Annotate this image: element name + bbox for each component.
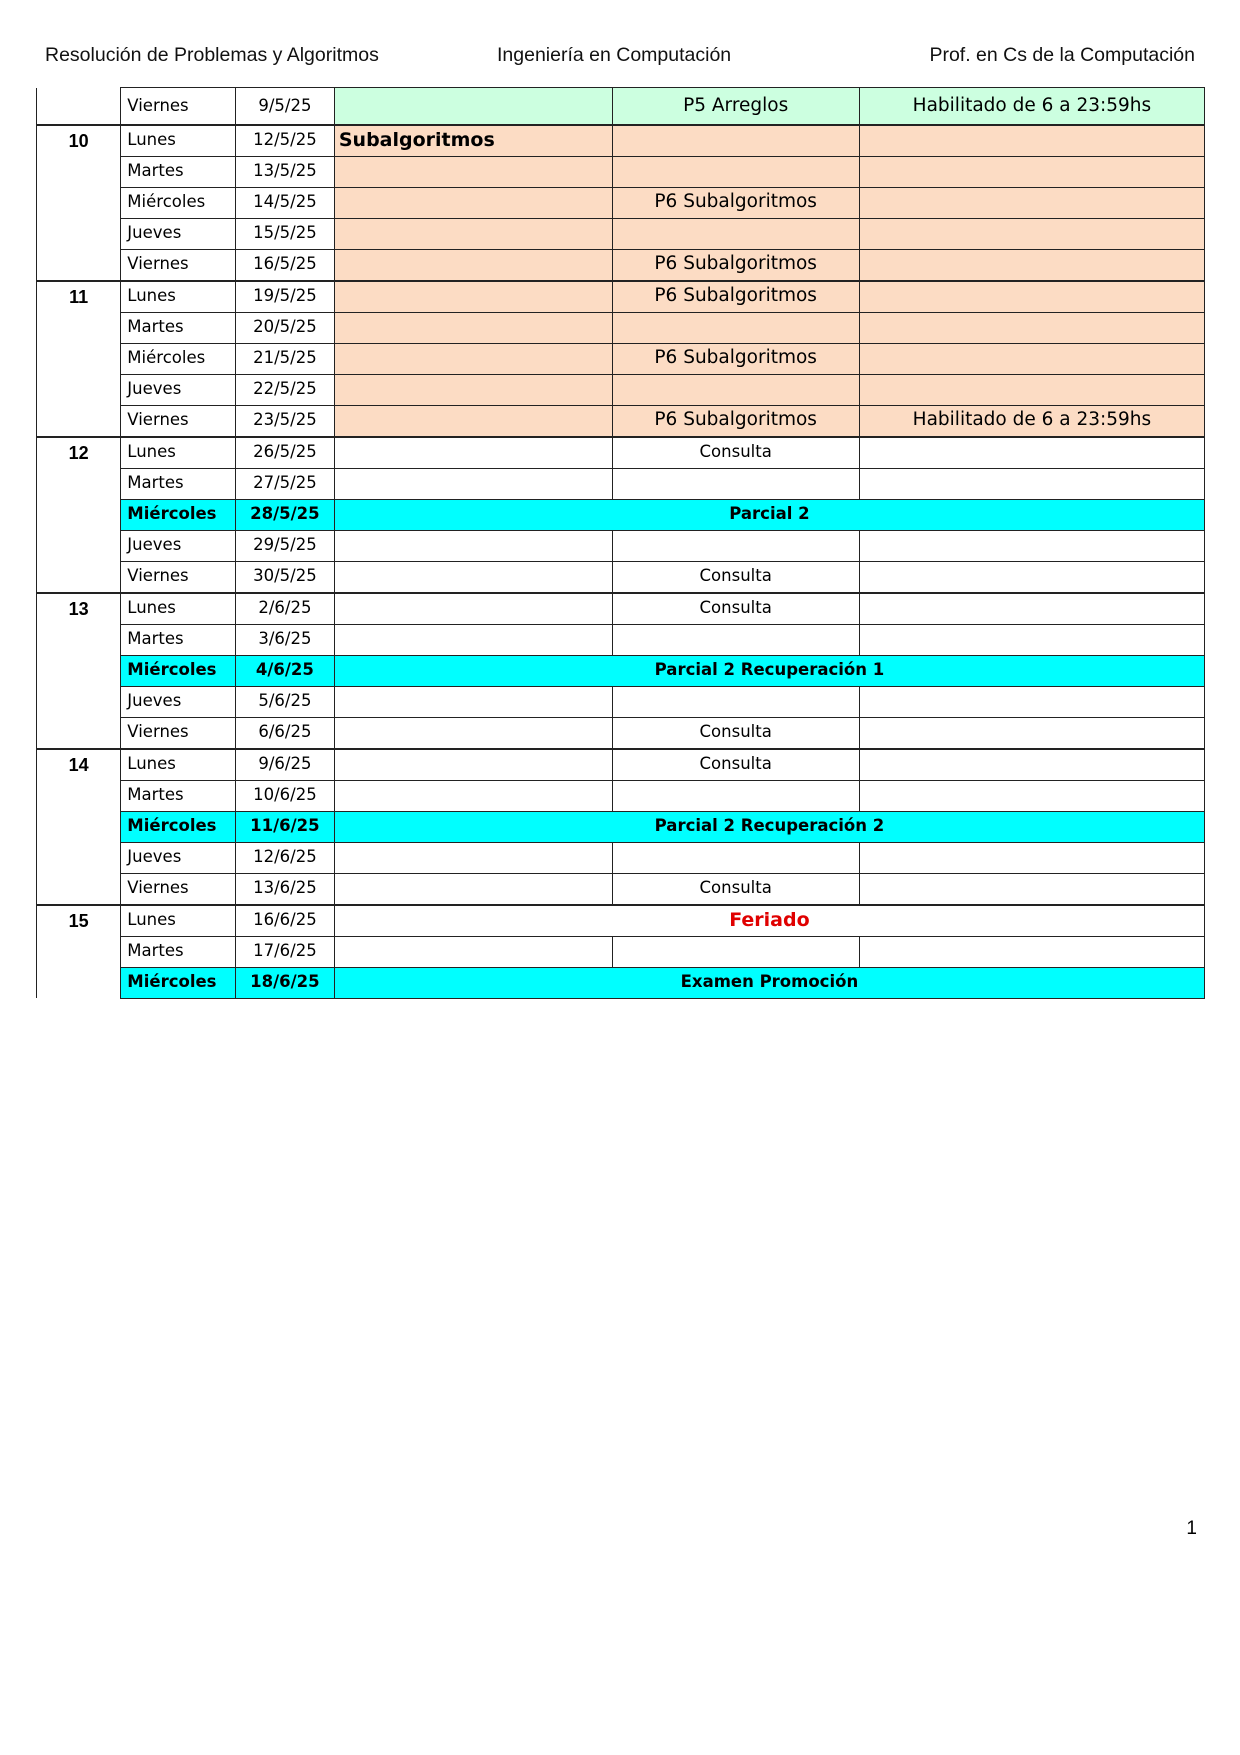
exam-row — [37, 811, 1205, 842]
table-row — [37, 905, 1205, 937]
exam-event-cell: Examen Promoción — [334, 967, 1204, 998]
notes-cell — [859, 312, 1204, 343]
notes-cell — [859, 561, 1204, 593]
date-cell: 30/5/25 — [235, 561, 334, 593]
day-cell: Miércoles — [121, 187, 236, 218]
exam-row — [37, 499, 1205, 530]
table-row — [37, 593, 1205, 625]
date-cell: 16/6/25 — [235, 905, 334, 937]
notes-cell — [859, 374, 1204, 405]
practice-cell — [612, 936, 859, 967]
day-cell: Martes — [121, 624, 236, 655]
notes-cell — [859, 156, 1204, 187]
practice-cell: Consulta — [612, 749, 859, 781]
day-cell: Lunes — [121, 905, 236, 937]
practice-cell — [612, 780, 859, 811]
notes-cell — [859, 125, 1204, 157]
table-row — [37, 374, 1205, 405]
date-cell: 23/5/25 — [235, 405, 334, 437]
week-number-cell — [37, 88, 121, 125]
day-cell: Martes — [121, 780, 236, 811]
topic-cell — [334, 624, 612, 655]
week-number-cell: 15 — [37, 905, 121, 999]
day-cell: Viernes — [121, 717, 236, 749]
notes-cell — [859, 437, 1204, 469]
topic-cell — [334, 343, 612, 374]
notes-cell — [859, 593, 1204, 625]
table-row — [37, 312, 1205, 343]
date-cell: 11/6/25 — [235, 811, 334, 842]
week-number-cell: 13 — [37, 593, 121, 749]
table-row — [37, 624, 1205, 655]
day-cell: Martes — [121, 156, 236, 187]
practice-cell: P6 Subalgoritmos — [612, 281, 859, 313]
notes-cell — [859, 343, 1204, 374]
table-row — [37, 842, 1205, 873]
day-cell: Lunes — [121, 593, 236, 625]
topic-cell — [334, 249, 612, 281]
table-row — [37, 873, 1205, 905]
day-cell: Martes — [121, 936, 236, 967]
date-cell: 4/6/25 — [235, 655, 334, 686]
date-cell: 13/6/25 — [235, 873, 334, 905]
notes-cell — [859, 249, 1204, 281]
date-cell: 22/5/25 — [235, 374, 334, 405]
topic-cell: Subalgoritmos — [334, 125, 612, 157]
day-cell: Miércoles — [121, 343, 236, 374]
day-cell: Lunes — [121, 281, 236, 313]
schedule-table — [36, 87, 1205, 999]
date-cell: 12/6/25 — [235, 842, 334, 873]
topic-cell — [334, 717, 612, 749]
topic-cell — [334, 281, 612, 313]
day-cell: Viernes — [121, 88, 236, 125]
practice-cell: Consulta — [612, 593, 859, 625]
topic-cell — [334, 780, 612, 811]
notes-cell — [859, 873, 1204, 905]
day-cell: Viernes — [121, 561, 236, 593]
day-cell: Lunes — [121, 437, 236, 469]
day-cell: Miércoles — [121, 811, 236, 842]
notes-cell — [859, 686, 1204, 717]
topic-cell — [334, 936, 612, 967]
day-cell: Viernes — [121, 873, 236, 905]
notes-cell — [859, 936, 1204, 967]
date-cell: 3/6/25 — [235, 624, 334, 655]
date-cell: 17/6/25 — [235, 936, 334, 967]
exam-row — [37, 655, 1205, 686]
table-row — [37, 405, 1205, 437]
topic-cell — [334, 593, 612, 625]
practice-cell — [612, 156, 859, 187]
day-cell: Lunes — [121, 749, 236, 781]
notes-cell — [859, 187, 1204, 218]
table-row — [37, 686, 1205, 717]
practice-cell: P6 Subalgoritmos — [612, 405, 859, 437]
table-row — [37, 156, 1205, 187]
date-cell: 5/6/25 — [235, 686, 334, 717]
table-row — [37, 468, 1205, 499]
notes-cell — [859, 749, 1204, 781]
date-cell: 20/5/25 — [235, 312, 334, 343]
notes-cell — [859, 468, 1204, 499]
practice-cell — [612, 530, 859, 561]
practice-cell: Consulta — [612, 873, 859, 905]
table-row — [37, 936, 1205, 967]
date-cell: 27/5/25 — [235, 468, 334, 499]
practice-cell — [612, 312, 859, 343]
date-cell: 6/6/25 — [235, 717, 334, 749]
table-row — [37, 530, 1205, 561]
day-cell: Miércoles — [121, 967, 236, 998]
practice-cell — [612, 468, 859, 499]
practice-cell: P6 Subalgoritmos — [612, 249, 859, 281]
practice-cell — [612, 842, 859, 873]
day-cell: Viernes — [121, 249, 236, 281]
table-row — [37, 187, 1205, 218]
day-cell: Jueves — [121, 530, 236, 561]
day-cell: Jueves — [121, 374, 236, 405]
day-cell: Jueves — [121, 842, 236, 873]
holiday-cell: Feriado — [334, 905, 1204, 937]
practice-cell: Consulta — [612, 561, 859, 593]
practice-cell: P6 Subalgoritmos — [612, 187, 859, 218]
date-cell: 16/5/25 — [235, 249, 334, 281]
topic-cell — [334, 405, 612, 437]
notes-cell: Habilitado de 6 a 23:59hs — [859, 405, 1204, 437]
date-cell: 26/5/25 — [235, 437, 334, 469]
table-row — [37, 437, 1205, 469]
topic-cell — [334, 88, 612, 125]
practice-cell — [612, 374, 859, 405]
topic-cell — [334, 749, 612, 781]
practice-cell: P6 Subalgoritmos — [612, 343, 859, 374]
date-cell: 19/5/25 — [235, 281, 334, 313]
date-cell: 2/6/25 — [235, 593, 334, 625]
topic-cell — [334, 312, 612, 343]
date-cell: 14/5/25 — [235, 187, 334, 218]
topic-cell — [334, 873, 612, 905]
table-row — [37, 281, 1205, 313]
date-cell: 12/5/25 — [235, 125, 334, 157]
table-row — [37, 343, 1205, 374]
table-row — [37, 749, 1205, 781]
topic-cell — [334, 374, 612, 405]
date-cell: 9/6/25 — [235, 749, 334, 781]
header-course-title: Resolución de Problemas y Algoritmos — [45, 44, 379, 66]
exam-row — [37, 967, 1205, 998]
practice-cell — [612, 218, 859, 249]
notes-cell — [859, 780, 1204, 811]
topic-cell — [334, 218, 612, 249]
practice-cell: P5 Arreglos — [612, 88, 859, 125]
table-row — [37, 249, 1205, 281]
notes-cell — [859, 717, 1204, 749]
table-row — [37, 561, 1205, 593]
topic-cell — [334, 187, 612, 218]
notes-cell — [859, 624, 1204, 655]
practice-cell: Consulta — [612, 717, 859, 749]
practice-cell — [612, 686, 859, 717]
header-professorship: Prof. en Cs de la Computación — [929, 44, 1195, 66]
topic-cell — [334, 437, 612, 469]
week-number-cell: 14 — [37, 749, 121, 905]
date-cell: 15/5/25 — [235, 218, 334, 249]
topic-cell — [334, 842, 612, 873]
topic-cell — [334, 530, 612, 561]
exam-event-cell: Parcial 2 Recuperación 2 — [334, 811, 1204, 842]
date-cell: 29/5/25 — [235, 530, 334, 561]
notes-cell — [859, 218, 1204, 249]
notes-cell: Habilitado de 6 a 23:59hs — [859, 88, 1204, 125]
table-row — [37, 717, 1205, 749]
practice-cell — [612, 125, 859, 157]
day-cell: Miércoles — [121, 655, 236, 686]
header-career: Ingeniería en Computación — [497, 44, 732, 66]
day-cell: Lunes — [121, 125, 236, 157]
date-cell: 9/5/25 — [235, 88, 334, 125]
day-cell: Viernes — [121, 405, 236, 437]
topic-cell — [334, 561, 612, 593]
week-number-cell: 12 — [37, 437, 121, 593]
topic-cell — [334, 156, 612, 187]
week-number-cell: 11 — [37, 281, 121, 437]
table-row — [37, 88, 1205, 125]
day-cell: Jueves — [121, 218, 236, 249]
date-cell: 10/6/25 — [235, 780, 334, 811]
page-number: 1 — [1186, 1518, 1197, 1539]
practice-cell — [612, 624, 859, 655]
day-cell: Martes — [121, 312, 236, 343]
date-cell: 13/5/25 — [235, 156, 334, 187]
exam-event-cell: Parcial 2 — [334, 499, 1204, 530]
topic-cell — [334, 686, 612, 717]
day-cell: Martes — [121, 468, 236, 499]
notes-cell — [859, 530, 1204, 561]
table-row — [37, 780, 1205, 811]
notes-cell — [859, 281, 1204, 313]
date-cell: 18/6/25 — [235, 967, 334, 998]
table-row — [37, 125, 1205, 157]
day-cell: Miércoles — [121, 499, 236, 530]
exam-event-cell: Parcial 2 Recuperación 1 — [334, 655, 1204, 686]
notes-cell — [859, 842, 1204, 873]
table-row — [37, 218, 1205, 249]
date-cell: 28/5/25 — [235, 499, 334, 530]
day-cell: Jueves — [121, 686, 236, 717]
date-cell: 21/5/25 — [235, 343, 334, 374]
topic-cell — [334, 468, 612, 499]
week-number-cell: 10 — [37, 125, 121, 281]
practice-cell: Consulta — [612, 437, 859, 469]
